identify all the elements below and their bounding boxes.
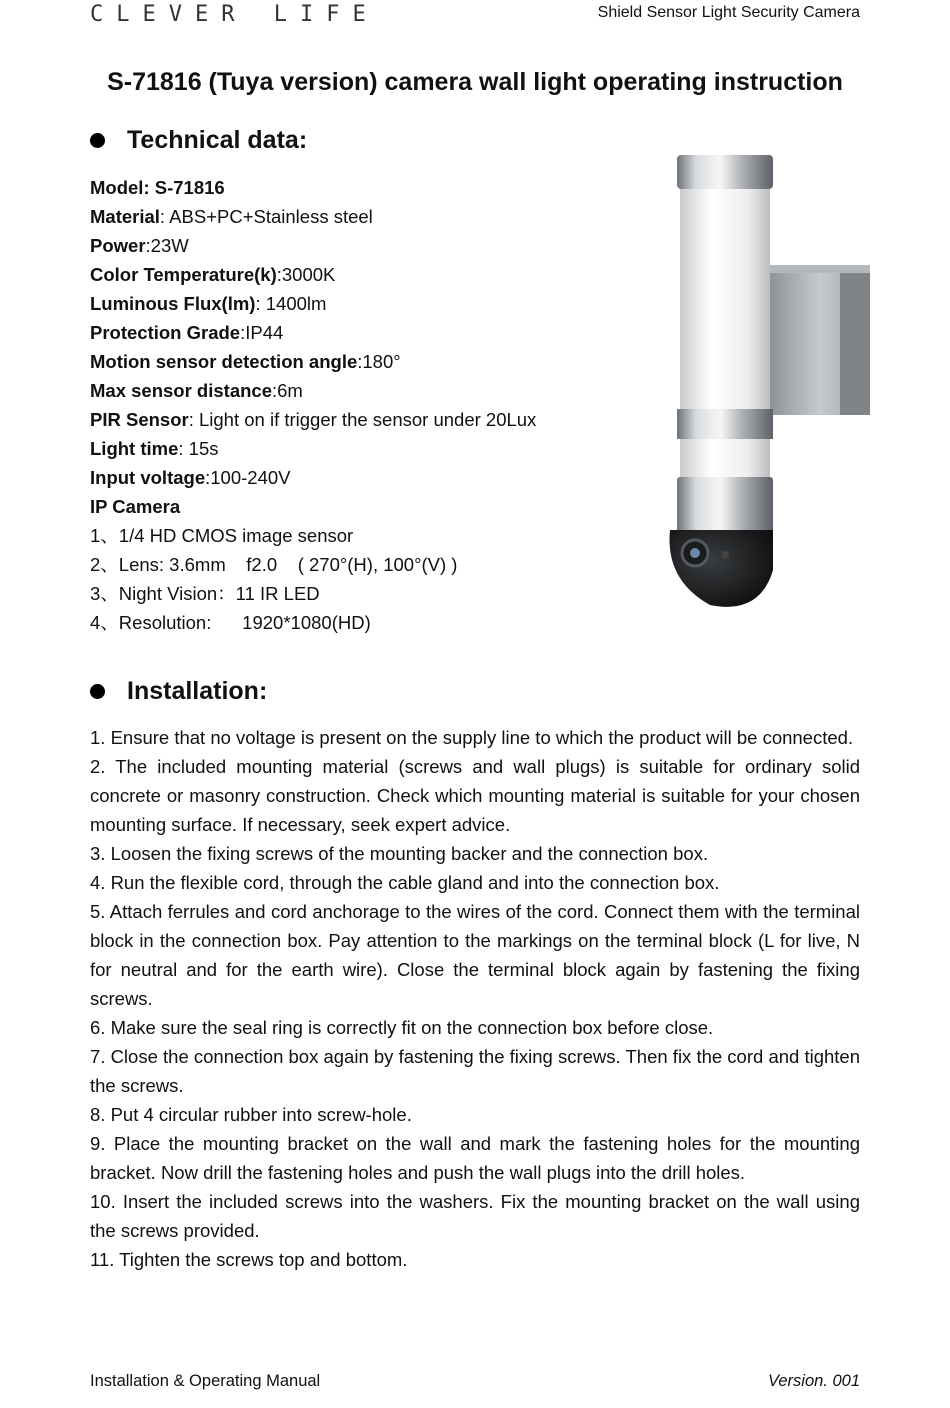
spec-item xyxy=(90,434,536,463)
spec-item xyxy=(90,202,536,231)
spec-item xyxy=(90,260,536,289)
installation-steps xyxy=(90,723,860,1274)
document-title: S-71816 (Tuya version) camera wall light operating instruction xyxy=(107,68,843,96)
spec-value: :IP44 xyxy=(240,322,284,343)
spec-item xyxy=(90,405,536,434)
spec-label: Luminous Flux(lm) xyxy=(90,293,256,314)
footer-version: Version. 001 xyxy=(767,1372,860,1390)
spec-item xyxy=(90,318,536,347)
spec-value: :23W xyxy=(145,235,189,256)
installation-step: 10. Insert the included screws into the washers. Fix the mounting bracket on the wall using the screws provided. xyxy=(90,1191,860,1241)
spec-label: Material xyxy=(90,206,160,227)
spec-value: : Light on if trigger the sensor under 20Lux xyxy=(188,409,537,430)
installation-heading-text: Installation: xyxy=(127,677,268,705)
spec-label: Input voltage xyxy=(90,467,206,488)
spec-value: :3000K xyxy=(276,264,336,285)
bullet-icon xyxy=(90,133,105,148)
spec-label: Protection Grade xyxy=(90,322,241,343)
header-product-name: Shield Sensor Light Security Camera xyxy=(597,4,860,21)
spec-label: Motion sensor detection angle xyxy=(90,351,358,372)
spec-item xyxy=(90,289,536,318)
spec-item xyxy=(90,173,536,202)
bullet-icon xyxy=(90,684,105,699)
spec-item xyxy=(90,463,536,492)
spec-value: : 1400lm xyxy=(255,293,327,314)
spec-value: :100-240V xyxy=(205,467,291,488)
spec-list xyxy=(90,173,536,637)
spec-label: Light time xyxy=(90,438,179,459)
spec-item xyxy=(90,521,536,550)
spec-item xyxy=(90,608,536,637)
installation-step: 7. Close the connection box again by fastening the fixing screws. Then fix the cord and tighten the screws. xyxy=(90,1046,860,1096)
installation-step: 8. Put 4 circular rubber into screw-hole. xyxy=(90,1104,412,1125)
installation-step: 5. Attach ferrules and cord anchorage to the wires of the cord. Connect them with the terminal block in the connection box. Pay attention to the markings on the terminal block (L for live, N for neutral and for the earth wire). Close the terminal block again by fastening the fixing screws. xyxy=(90,901,860,1009)
spec-value: :180° xyxy=(357,351,401,372)
spec-item xyxy=(90,550,536,579)
spec-label: PIR Sensor xyxy=(90,409,189,430)
spec-item xyxy=(90,492,536,521)
spec-label: Color Temperature(k) xyxy=(90,264,277,285)
installation-step: 1. Ensure that no voltage is present on the supply line to which the product will be connected. xyxy=(90,727,854,748)
spec-value: 2、Lens: 3.6mm f2.0 ( 270°(H), 100°(V) ) xyxy=(90,554,458,575)
installation-step: 4. Run the flexible cord, through the cable gland and into the connection box. xyxy=(90,872,720,893)
spec-value: : ABS+PC+Stainless steel xyxy=(159,206,373,227)
camera-wall-light-product-image xyxy=(650,150,880,620)
installation-step: 9. Place the mounting bracket on the wall and mark the fastening holes for the mounting bracket. Now drill the fastening holes and push the wall plugs into the drill holes. xyxy=(90,1133,860,1183)
technical-data-heading-text: Technical data: xyxy=(127,126,308,154)
installation-heading xyxy=(90,677,267,706)
spec-value: 4、Resolution: 1920*1080(HD) xyxy=(90,612,371,633)
installation-step: 6. Make sure the seal ring is correctly fit on the connection box before close. xyxy=(90,1017,714,1038)
spec-label: Model: S-71816 xyxy=(90,177,225,198)
spec-item xyxy=(90,347,536,376)
spec-label: Power xyxy=(90,235,146,256)
footer-manual-title: Installation & Operating Manual xyxy=(90,1372,321,1390)
spec-value: 3、Night Vision：11 IR LED xyxy=(90,583,320,604)
installation-step: 2. The included mounting material (screws and wall plugs) is suitable for ordinary solid concrete or masonry construction. Check which mounting material is suitable for your chosen mounting surface. If necessary, seek expert advice. xyxy=(90,756,860,835)
technical-data-heading xyxy=(90,126,307,155)
brand-logo: CLEVER LIFE xyxy=(90,2,379,27)
spec-label: IP Camera xyxy=(90,496,181,517)
spec-value: : 15s xyxy=(178,438,219,459)
spec-item xyxy=(90,376,536,405)
installation-step: 11. Tighten the screws top and bottom. xyxy=(90,1249,408,1270)
spec-item xyxy=(90,231,536,260)
spec-label: Max sensor distance xyxy=(90,380,272,401)
spec-value: :6m xyxy=(272,380,303,401)
installation-step: 3. Loosen the fixing screws of the mounting backer and the connection box. xyxy=(90,843,709,864)
spec-value: 1、1/4 HD CMOS image sensor xyxy=(90,525,354,546)
spec-item xyxy=(90,579,536,608)
